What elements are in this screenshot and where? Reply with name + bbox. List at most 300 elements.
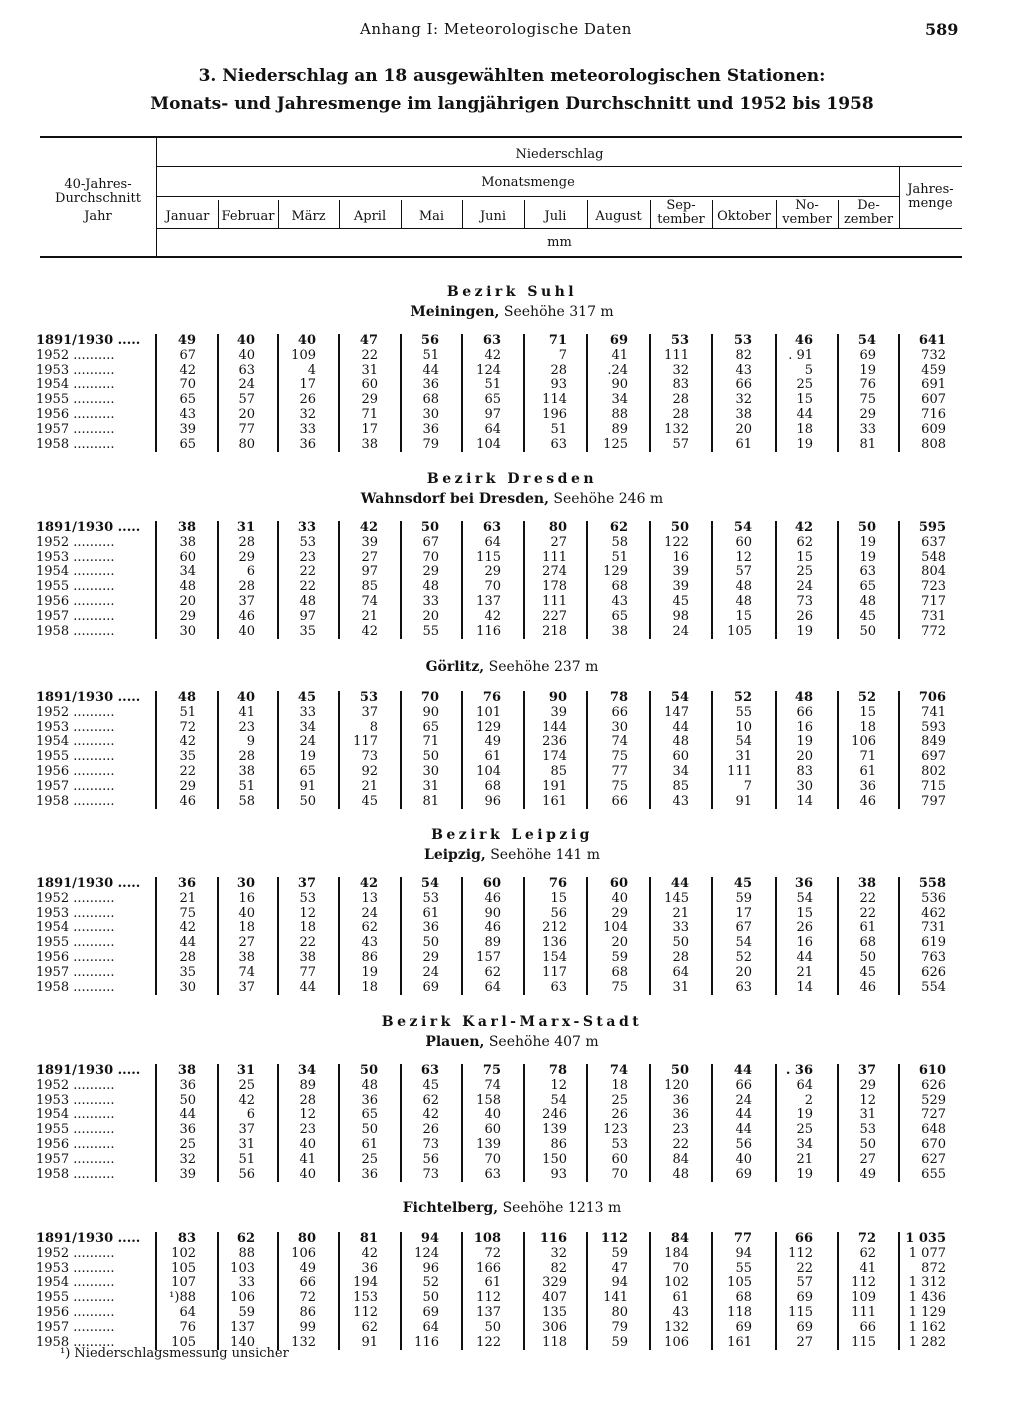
cell-month: 106	[664, 1334, 689, 1350]
cell-month: 53	[670, 333, 689, 348]
cell-month: 63	[238, 362, 255, 378]
table-row	[0, 1168, 1024, 1182]
row-year: 1956 ..........	[36, 765, 115, 779]
cell-annual: 626	[921, 964, 946, 980]
cell-month: 4	[307, 362, 316, 378]
cell-month: 52	[733, 690, 752, 705]
cell-month: 18	[299, 920, 316, 936]
cell-month: 34	[611, 392, 628, 408]
cell-month: 32	[550, 1245, 567, 1261]
cell-month: 89	[611, 421, 628, 437]
column-separator	[461, 521, 463, 639]
cell-month: 50	[670, 1063, 689, 1078]
cell-month: 62	[609, 520, 628, 535]
cell-month: 14	[796, 979, 813, 995]
cell-month: 122	[476, 1334, 501, 1350]
cell-month: 38	[361, 436, 378, 452]
column-separator	[523, 691, 525, 809]
cell-month: 63	[420, 1063, 439, 1078]
cell-month: 28	[238, 534, 255, 550]
bezirk-heading: Bezirk Dresden	[426, 471, 598, 487]
cell-month: 20	[796, 749, 813, 765]
cell-month: 28	[672, 407, 689, 422]
station-elevation: Seehöhe 237 m	[488, 659, 599, 675]
table-row	[0, 1079, 1024, 1093]
cell-month: 31	[672, 979, 689, 995]
table-row	[0, 750, 1024, 764]
cell-month: 51	[422, 347, 439, 363]
row-year: 1957 ..........	[36, 779, 115, 794]
header-month: April	[353, 209, 387, 224]
cell-month: 16	[238, 890, 255, 906]
table-row	[0, 1138, 1024, 1152]
cell-month: 83	[796, 764, 813, 779]
cell-month: 51	[238, 778, 255, 794]
cell-month: 29	[179, 608, 196, 624]
column-separator	[898, 877, 900, 995]
cell-month: 23	[299, 549, 316, 565]
cell-month: 50	[179, 1092, 196, 1108]
cell-annual: 619	[921, 935, 946, 951]
cell-month: 25	[796, 1122, 813, 1138]
cell-month: 18	[611, 1077, 628, 1093]
cell-month: 39	[672, 564, 689, 580]
cell-month: 88	[611, 407, 628, 422]
cell-month: 27	[550, 534, 567, 550]
cell-month: 114	[542, 392, 567, 408]
cell-month: 91	[361, 1334, 378, 1350]
cell-annual: 731	[921, 920, 946, 936]
cell-annual: 607	[921, 392, 946, 408]
cell-month: 47	[611, 1260, 628, 1276]
cell-month: 116	[414, 1334, 439, 1350]
header-month: De- zember	[843, 198, 894, 227]
cell-annual: 1 312	[908, 1275, 946, 1291]
column-separator	[898, 1064, 900, 1182]
cell-month: .24	[607, 362, 628, 378]
row-year: 1954 ..........	[36, 1276, 115, 1291]
cell-month: 48	[735, 594, 752, 609]
cell-month: 90	[422, 704, 439, 720]
cell-month: 62	[361, 920, 378, 936]
cell-month: 47	[359, 333, 378, 348]
cell-month: 27	[859, 1151, 876, 1167]
cell-month: 63	[859, 564, 876, 580]
table-row	[0, 1108, 1024, 1122]
cell-annual: 536	[921, 890, 946, 906]
cell-month: 68	[859, 935, 876, 951]
header-month-divider	[218, 200, 219, 228]
cell-month: 44	[735, 1107, 752, 1123]
table-row	[0, 536, 1024, 550]
cell-month: 38	[611, 623, 628, 639]
cell-month: 50	[299, 793, 316, 809]
cell-month: 31	[422, 778, 439, 794]
cell-month: 52	[857, 690, 876, 705]
row-year: 1958 ..........	[36, 624, 115, 639]
cell-month: 55	[422, 623, 439, 639]
cell-month: 81	[422, 793, 439, 809]
cell-month: 39	[179, 1166, 196, 1182]
cell-month: 59	[735, 890, 752, 906]
bezirk-heading: Bezirk Karl-Marx-Stadt	[381, 1014, 643, 1030]
cell-month: 46	[484, 890, 501, 906]
cell-month: 82	[550, 1260, 567, 1276]
cell-month: 37	[857, 1063, 876, 1078]
cell-month: 42	[484, 608, 501, 624]
cell-month: 407	[542, 1290, 567, 1306]
cell-month: 70	[611, 1166, 628, 1182]
cell-month: 104	[476, 764, 501, 779]
cell-month: 19	[796, 1107, 813, 1123]
column-separator	[217, 1232, 219, 1350]
table-row	[0, 1306, 1024, 1320]
cell-month: 106	[851, 734, 876, 750]
row-year: 1952 ..........	[36, 535, 115, 550]
table-row	[0, 1276, 1024, 1290]
cell-month: 65	[422, 719, 439, 735]
station-name: Wahnsdorf bei Dresden,	[360, 491, 549, 507]
column-separator	[523, 877, 525, 995]
cell-month: 111	[664, 347, 689, 363]
cell-month: 20	[238, 407, 255, 422]
column-separator	[898, 691, 900, 809]
cell-month: 53	[859, 1122, 876, 1138]
cell-month: 40	[238, 623, 255, 639]
column-separator	[837, 334, 839, 452]
row-year: 1953 ..........	[36, 363, 115, 378]
column-separator	[400, 877, 402, 995]
header-row-label-line3: Jahr	[84, 209, 112, 224]
cell-month: 57	[672, 436, 689, 452]
row-year: 1956 ..........	[36, 1306, 115, 1320]
cell-month: 37	[361, 704, 378, 720]
cell-month: 25	[179, 1137, 196, 1152]
cell-month: 136	[542, 935, 567, 951]
column-separator	[400, 521, 402, 639]
cell-month: 50	[422, 749, 439, 765]
cell-annual: 723	[921, 579, 946, 595]
cell-month: 46	[238, 608, 255, 624]
header-month-divider	[650, 200, 651, 228]
cell-month: 174	[542, 749, 567, 765]
cell-month: 12	[735, 549, 752, 565]
cell-month: 24	[672, 623, 689, 639]
cell-month: 43	[672, 793, 689, 809]
cell-month: 18	[238, 920, 255, 936]
cell-month: 25	[796, 564, 813, 580]
cell-month: 36	[672, 1107, 689, 1123]
cell-month: 61	[361, 1137, 378, 1152]
cell-month: 112	[476, 1290, 501, 1306]
header-month: Februar	[221, 209, 275, 224]
cell-month: 68	[611, 964, 628, 980]
cell-month: 20	[735, 421, 752, 437]
cell-month: 38	[857, 876, 876, 891]
cell-annual: 1 282	[908, 1334, 946, 1350]
table-row	[0, 438, 1024, 452]
cell-month: 17	[735, 905, 752, 921]
cell-month: 42	[238, 1092, 255, 1108]
cell-month: 36	[361, 1260, 378, 1276]
cell-month: 56	[420, 333, 439, 348]
cell-month: 68	[422, 392, 439, 408]
column-separator	[217, 1064, 219, 1182]
cell-month: 72	[179, 719, 196, 735]
cell-month: 82	[735, 347, 752, 363]
cell-annual: 641	[918, 333, 946, 348]
cell-month: 31	[735, 749, 752, 765]
column-separator	[217, 334, 219, 452]
cell-month: 65	[611, 608, 628, 624]
header-jahresmenge-line1: Jahres-	[907, 182, 954, 197]
row-year: 1957 ..........	[36, 1152, 115, 1167]
row-year: 1956 ..........	[36, 951, 115, 965]
cell-month: 17	[361, 421, 378, 437]
cell-month: 43	[361, 935, 378, 951]
cell-month: 306	[542, 1319, 567, 1335]
cell-month: 45	[733, 876, 752, 891]
table-row	[0, 625, 1024, 639]
cell-month: 26	[796, 608, 813, 624]
cell-month: 79	[611, 1319, 628, 1335]
cell-month: 25	[611, 1092, 628, 1108]
cell-month: 44	[733, 1063, 752, 1078]
cell-month: 39	[550, 704, 567, 720]
header-month-divider	[776, 200, 777, 228]
header-month-divider	[278, 200, 279, 228]
cell-annual: 1 129	[908, 1305, 946, 1320]
station-heading	[0, 1034, 1024, 1050]
cell-month: 112	[600, 1231, 628, 1246]
cell-month: 42	[422, 1107, 439, 1123]
header-month: Sep- tember	[657, 198, 705, 227]
cell-month: 86	[299, 1305, 316, 1320]
cell-month: 49	[859, 1166, 876, 1182]
cell-month: 129	[603, 564, 628, 580]
cell-month: 99	[299, 1319, 316, 1335]
cell-month: 36	[361, 1166, 378, 1182]
cell-month: 35	[299, 623, 316, 639]
cell-month: 104	[603, 920, 628, 936]
cell-month: 20	[179, 594, 196, 609]
cell-month: 66	[796, 704, 813, 720]
cell-month: 36	[422, 920, 439, 936]
cell-month: 93	[550, 377, 567, 393]
cell-month: 64	[179, 1305, 196, 1320]
running-title: Anhang I: Meteorologische Daten	[360, 20, 632, 38]
cell-month: 22	[299, 935, 316, 951]
cell-month: 61	[422, 905, 439, 921]
cell-month: 43	[672, 1305, 689, 1320]
column-separator	[155, 691, 157, 809]
cell-month: 74	[361, 594, 378, 609]
column-separator	[523, 1232, 525, 1350]
cell-month: 112	[353, 1305, 378, 1320]
row-year: 1958 ..........	[36, 437, 115, 452]
cell-month: 60	[735, 534, 752, 550]
cell-month: 34	[299, 719, 316, 735]
cell-month: 74	[611, 734, 628, 750]
cell-month: 77	[733, 1231, 752, 1246]
cell-month: 50	[857, 520, 876, 535]
cell-month: 64	[484, 534, 501, 550]
cell-month: 118	[542, 1334, 567, 1350]
cell-month: 94	[611, 1275, 628, 1291]
cell-month: 77	[299, 964, 316, 980]
cell-month: 50	[361, 1122, 378, 1138]
cell-month: 60	[609, 876, 628, 891]
cell-month: 40	[238, 347, 255, 363]
cell-month: 48	[361, 1077, 378, 1093]
cell-month: 39	[361, 534, 378, 550]
cell-month: 18	[361, 979, 378, 995]
cell-annual: 462	[921, 905, 946, 921]
cell-month: 27	[238, 935, 255, 951]
cell-month: 44	[796, 950, 813, 965]
cell-month: 24	[361, 905, 378, 921]
cell-month: 64	[422, 1319, 439, 1335]
cell-month: 48	[179, 579, 196, 595]
cell-month: 31	[361, 362, 378, 378]
cell-month: 124	[414, 1245, 439, 1261]
row-year: 1891/1930 .....	[36, 334, 141, 348]
row-year: 1954 ..........	[36, 565, 115, 580]
column-separator	[155, 1232, 157, 1350]
column-separator	[586, 877, 588, 995]
cell-month: 36	[299, 436, 316, 452]
table-row	[0, 1291, 1024, 1305]
cell-month: 111	[542, 594, 567, 609]
cell-month: 43	[735, 362, 752, 378]
column-separator	[277, 521, 279, 639]
table-row	[0, 892, 1024, 906]
column-separator	[711, 334, 713, 452]
header-bottom-rule	[40, 256, 962, 258]
cell-month: 59	[611, 950, 628, 965]
cell-month: 30	[796, 778, 813, 794]
row-year: 1955 ..........	[36, 580, 115, 595]
cell-month: 33	[299, 421, 316, 437]
cell-month: 46	[859, 793, 876, 809]
cell-month: 34	[297, 1063, 316, 1078]
column-separator	[338, 691, 340, 809]
cell-month: 22	[299, 564, 316, 580]
cell-month: 43	[611, 594, 628, 609]
table-row	[0, 334, 1024, 348]
header-month: August	[595, 209, 642, 224]
table-row	[0, 580, 1024, 594]
cell-month: 161	[727, 1334, 752, 1350]
header-month: Januar	[165, 209, 210, 224]
cell-month: 115	[851, 1334, 876, 1350]
cell-month: 65	[484, 392, 501, 408]
cell-month: 15	[550, 890, 567, 906]
cell-month: 53	[422, 890, 439, 906]
cell-month: 38	[238, 950, 255, 965]
cell-month: 45	[422, 1077, 439, 1093]
cell-month: 72	[299, 1290, 316, 1306]
cell-annual: 670	[921, 1137, 946, 1152]
cell-month: 30	[179, 623, 196, 639]
cell-month: 178	[542, 579, 567, 595]
table-row	[0, 966, 1024, 980]
cell-month: 8	[369, 719, 378, 735]
row-year: 1955 ..........	[36, 1123, 115, 1138]
cell-annual: 731	[921, 608, 946, 624]
cell-month: 63	[735, 979, 752, 995]
cell-month: 74	[484, 1077, 501, 1093]
cell-annual: 554	[921, 979, 946, 995]
station-name: Meiningen,	[410, 304, 500, 320]
cell-month: 55	[735, 704, 752, 720]
cell-month: 93	[550, 1166, 567, 1182]
cell-month: 77	[238, 421, 255, 437]
station-heading	[0, 491, 1024, 507]
footnote: ¹) Niederschlagsmessung unsicher	[60, 1346, 289, 1361]
cell-month: 48	[672, 734, 689, 750]
cell-month: 41	[611, 347, 628, 363]
cell-month: 19	[361, 964, 378, 980]
cell-month: 68	[611, 579, 628, 595]
cell-annual: 716	[921, 407, 946, 422]
column-separator	[711, 1232, 713, 1350]
cell-month: 50	[422, 935, 439, 951]
cell-month: 62	[422, 1092, 439, 1108]
cell-annual: 1 035	[905, 1231, 946, 1246]
row-year: 1891/1930 .....	[36, 877, 141, 891]
cell-month: 25	[361, 1151, 378, 1167]
cell-month: 32	[179, 1151, 196, 1167]
cell-month: 76	[859, 377, 876, 393]
cell-month: 48	[859, 594, 876, 609]
cell-month: 29	[422, 564, 439, 580]
column-separator	[400, 1064, 402, 1182]
cell-month: 122	[664, 534, 689, 550]
cell-month: 28	[299, 1092, 316, 1108]
cell-month: 105	[727, 623, 752, 639]
cell-month: 44	[299, 979, 316, 995]
cell-month: 49	[484, 734, 501, 750]
cell-month: 15	[859, 704, 876, 720]
cell-month: 57	[796, 1275, 813, 1291]
cell-month: 18	[859, 719, 876, 735]
table-row	[0, 1247, 1024, 1261]
cell-month: 20	[611, 935, 628, 951]
cell-month: 24	[796, 579, 813, 595]
cell-month: 246	[542, 1107, 567, 1123]
cell-month: 106	[291, 1245, 316, 1261]
cell-month: 73	[422, 1137, 439, 1152]
column-separator	[711, 1064, 713, 1182]
cell-month: 60	[672, 749, 689, 765]
cell-month: 51	[611, 549, 628, 565]
header-niederschlag: Niederschlag	[515, 147, 604, 162]
cell-month: 60	[179, 549, 196, 565]
row-year: 1955 ..........	[36, 1291, 115, 1306]
cell-month: 56	[422, 1151, 439, 1167]
cell-month: 33	[299, 704, 316, 720]
cell-month: 137	[476, 594, 501, 609]
table-row	[0, 721, 1024, 735]
table-row	[0, 1064, 1024, 1078]
cell-month: 137	[476, 1305, 501, 1320]
cell-month: 115	[476, 549, 501, 565]
column-separator	[277, 1232, 279, 1350]
cell-annual: 609	[921, 421, 946, 437]
column-separator	[898, 521, 900, 639]
column-separator	[155, 1064, 157, 1182]
